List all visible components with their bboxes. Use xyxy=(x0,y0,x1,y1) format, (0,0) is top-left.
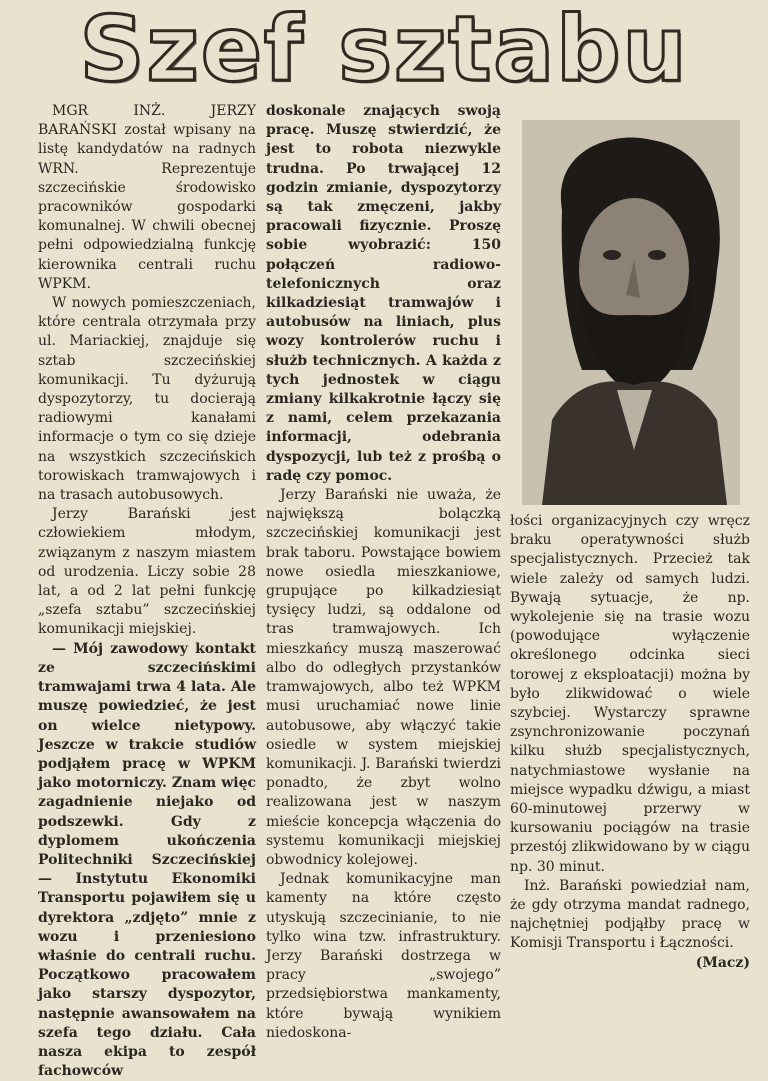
portrait-photo xyxy=(522,120,740,505)
headline: Szef sztabu xyxy=(79,0,689,102)
closing-text: Inż. Barański powiedział nam, że gdy otrzyma mandat radnego, najchętniej podjąłby pracę w Komisji Transportu i Łączności. xyxy=(510,877,750,952)
article-column-2 xyxy=(266,102,501,1041)
paragraph-shortcomings: Jednak komunikacyjne man kamenty na które często utyskują szczecinianie, to nie tylko wina tzw. infrastruktury. Jerzy Barański dostrzega w pracy „swojego” przedsiębiorstwa mankamenty, które bywają wynikiem niedoskona- xyxy=(266,871,501,1041)
paragraph-headquarters: W nowych pomieszczeniach, które centrala otrzymała przy ul. Mariackiej, znajduje się sztab szczecińskiej komunikacji. Tu dyżurują dyspozytorzy, tu docierają radiowymi kanałami informacje o tym co się dzieje na wszystkich szczecińskich torowiskach tramwajowych i na trasach autobusowych. xyxy=(38,295,256,504)
paragraph-biography: Jerzy Barański jest człowiekiem młodym, związanym z naszym miastem od urodzenia. Liczy sobie 28 lat, a od 2 lat pełni funkcję „szefa sztabu” szczecińskiej komunikacji miejskiej. xyxy=(38,506,256,638)
paragraph-quote-continued: doskonale znających swoją pracę. Muszę stwierdzić, że jest to robota niezwykle trudna. Po trwającej 12 godzin zmianie, dyspozytorzy są tak zmęczeni, jakby pracowali fizycznie. Proszę sobie wyobrazić: 150 połączeń radiowo-telefonicznych oraz kilkadziesiąt tramwajów i autobusów na liniach, plus wozy kontrolerów ruchu i służb technicznych. A każda z tych jednostek w ciągu zmiany kilkakrotnie łączy się z nami, celem przekazania informacji, odebrania dyspozycji, lub też z prośbą o radę czy pomoc. xyxy=(266,103,501,484)
article-column-3 xyxy=(510,512,750,992)
byline: (Macz) xyxy=(695,954,750,971)
paragraph-quote: — Mój zawodowy kontakt ze szczecińskimi tramwajami trwa 4 lata. Ale muszę powiedzieć, że jest on wielce nietypowy. Jeszcze w trakcie studiów podjąłem pracę w WPKM jako motorniczy. Znam więc zagadnienie niejako od podszewki. Gdy z dyplomem ukończenia Politechniki Szczecińskiej — Instytutu Ekonomiki Transportu pojawiłem się u dyrektora „zdjęto” mnie z wozu i przeniesiono właśnie do centrali ruchu. Początkowo pracowałem jako starszy dyspozytor, następnie awansowałem na szefa tego działu. Cała nasza ekipa to zespół fachowców xyxy=(38,640,256,1080)
paragraph-organization: łości organizacyjnych czy wręcz braku operatywności służb specjalistycznych. Przecież tak wiele zależy od samych ludzi. Bywają sytuacje, że np. wykolejenie się na trasie wozu (powodujące wyłączenie określonego odcinka sieci torowej z eksploatacji) można by było zlikwidować o wiele szybciej. Wystarczy sprawne zsynchronizowanie poczynań kilku służb specjalistycznych, natychmiastowe wysłanie na miejsce wypadku dźwigu, a miast 60-minutowej przerwy w kursowaniu pociągów na trasie przestój zlikwidowano by w ciągu np. 30 minut. xyxy=(510,513,750,875)
paragraph-closing xyxy=(510,877,750,971)
paragraph-intro: MGR INŻ. JERZY BARAŃSKI został wpisany na listę kandydatów na radnych WRN. Reprezentuje szczecińskie środowisko pracowników gospodarki komunalnej. W chwili obecnej pełni odpowiedzialną funkcję kierownika centrali ruchu WPKM. xyxy=(38,103,256,292)
portrait-image xyxy=(522,120,740,505)
paragraph-problems: Jerzy Barański nie uważa, że największą bolączką szczecińskiej komunikacji jest brak taboru. Powstające bowiem nowe osiedla mieszkaniowe, grupujące po kilkadziesiąt tysięcy ludzi, są oddalone od tras tramwajowych. Ich mieszkańcy muszą maszerować albo do odległych przystanków tramwajowych, albo też WPKM musi uruchamiać nowe linie autobusowe, aby włączyć takie osiedle w system miejskiej komunikacji. J. Barański twierdzi ponadto, że zbyt wolno realizowana jest w naszym mieście koncepcja włączenia do systemu komunikacji miejskiej obwodnicy kolejowej. xyxy=(266,487,501,868)
article-column-1 xyxy=(38,102,256,1080)
